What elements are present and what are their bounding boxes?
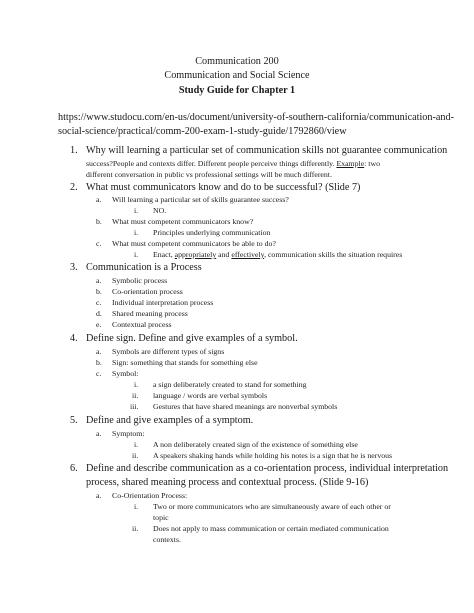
course-number: Communication 200 xyxy=(195,56,279,67)
sub-item-text: Co-orientation process xyxy=(112,287,183,296)
sub-item-text: Symptom: xyxy=(112,429,145,438)
sub-marker: b. xyxy=(96,287,102,296)
sub-item-text: Will learning a particular set of skills guarantee success? xyxy=(112,195,289,204)
subsub-item-text: NO. xyxy=(153,206,167,215)
subsub-item-text: Does not apply to mass communication or certain mediated communication xyxy=(153,524,389,533)
sub-marker: b. xyxy=(96,358,102,367)
subsub-item-text: Principles underlying communication xyxy=(153,228,271,237)
subsub-item-text: Gestures that have shared meanings are nonverbal symbols xyxy=(153,402,338,411)
subsub-marker: i. xyxy=(134,228,139,237)
subsub-item-text: A speakers shaking hands while holding his notes is a sign that he is nervous xyxy=(153,451,393,460)
subsub-marker: i. xyxy=(134,206,139,215)
subsub-marker: ii. xyxy=(132,391,139,400)
item-text: process, shared meaning process and contextual process. (Slide 9-16) xyxy=(86,477,369,488)
sub-item-text: Individual interpretation process xyxy=(112,298,214,307)
subsub-item-text: A non deliberately created sign of the existence of something else xyxy=(153,440,358,449)
sub-item-text: Symbolic process xyxy=(112,276,168,285)
sub-item-text: What must competent communicators be able to do? xyxy=(112,239,276,248)
document-title: Study Guide for Chapter 1 xyxy=(178,85,296,96)
subsub-marker: ii. xyxy=(132,524,139,533)
item-text: What must communicators know and do to be successful? (Slide 7) xyxy=(86,182,361,193)
example-label: Example xyxy=(336,159,365,168)
subsub-marker: i. xyxy=(134,440,139,449)
subsub-marker: i. xyxy=(134,502,139,511)
sub-marker: a. xyxy=(96,491,102,500)
item-text: success?People and contexts differ. Different people perceive things differently. Example: two xyxy=(86,159,380,168)
sub-item-text: Symbols are different types of signs xyxy=(112,347,225,356)
item-text: Why will learning a particular set of communication skills not guarantee communication xyxy=(86,145,448,156)
subsub-marker: ii. xyxy=(132,451,139,460)
sub-marker: a. xyxy=(96,276,102,285)
course-name: Communication and Social Science xyxy=(164,70,310,81)
sub-marker: c. xyxy=(96,369,102,378)
subsub-marker: i. xyxy=(134,250,139,259)
subsub-item-text: a sign deliberately created to stand for something xyxy=(153,380,307,389)
item-number: 1. xyxy=(70,145,78,156)
sub-marker: a. xyxy=(96,195,102,204)
subsub-item-text: Enact, appropriately and effectively, communication skills the situation requires xyxy=(153,250,403,259)
source-url-line-2[interactable]: social-science/practical/comm-200-exam-1-study-guide/1792860/view xyxy=(58,126,347,137)
sub-item-text: Symbol: xyxy=(112,369,139,378)
item-number: 6. xyxy=(70,463,78,474)
sub-marker: d. xyxy=(96,309,102,318)
subsub-item-text: topic xyxy=(153,513,169,522)
sub-marker: e. xyxy=(96,320,102,329)
subsub-marker: iii. xyxy=(130,402,139,411)
item-text: Define and describe communication as a co-orientation process, individual interpretation xyxy=(86,463,449,474)
item-text: Communication is a Process xyxy=(86,262,202,273)
subsub-marker: i. xyxy=(134,380,139,389)
item-number: 5. xyxy=(70,415,78,426)
item-text: different conversation in public vs professional settings will be much different. xyxy=(86,170,332,179)
sub-item-text: Sign: something that stands for something else xyxy=(112,358,258,367)
sub-item-text: Co-Orientation Process: xyxy=(112,491,188,500)
subsub-item-text: language / words are verbal symbols xyxy=(153,391,268,400)
sub-marker: c. xyxy=(96,239,102,248)
sub-marker: a. xyxy=(96,347,102,356)
sub-marker: c. xyxy=(96,298,102,307)
sub-item-text: What must competent communicators know? xyxy=(112,217,254,226)
sub-marker: a. xyxy=(96,429,102,438)
subsub-item-text: contexts. xyxy=(153,535,181,544)
item-number: 3. xyxy=(70,262,78,273)
item-number: 4. xyxy=(70,333,78,344)
item-number: 2. xyxy=(70,182,78,193)
sub-item-text: Contextual process xyxy=(112,320,172,329)
source-url-line-1[interactable]: https://www.studocu.com/en-us/document/university-of-southern-california/communication-and- xyxy=(58,112,454,123)
sub-marker: b. xyxy=(96,217,102,226)
sub-item-text: Shared meaning process xyxy=(112,309,188,318)
item-text: Define and give examples of a symptom. xyxy=(86,415,254,426)
item-text: Define sign. Define and give examples of a symbol. xyxy=(86,333,298,344)
subsub-item-text: Two or more communicators who are simultaneously aware of each other or xyxy=(153,502,391,511)
